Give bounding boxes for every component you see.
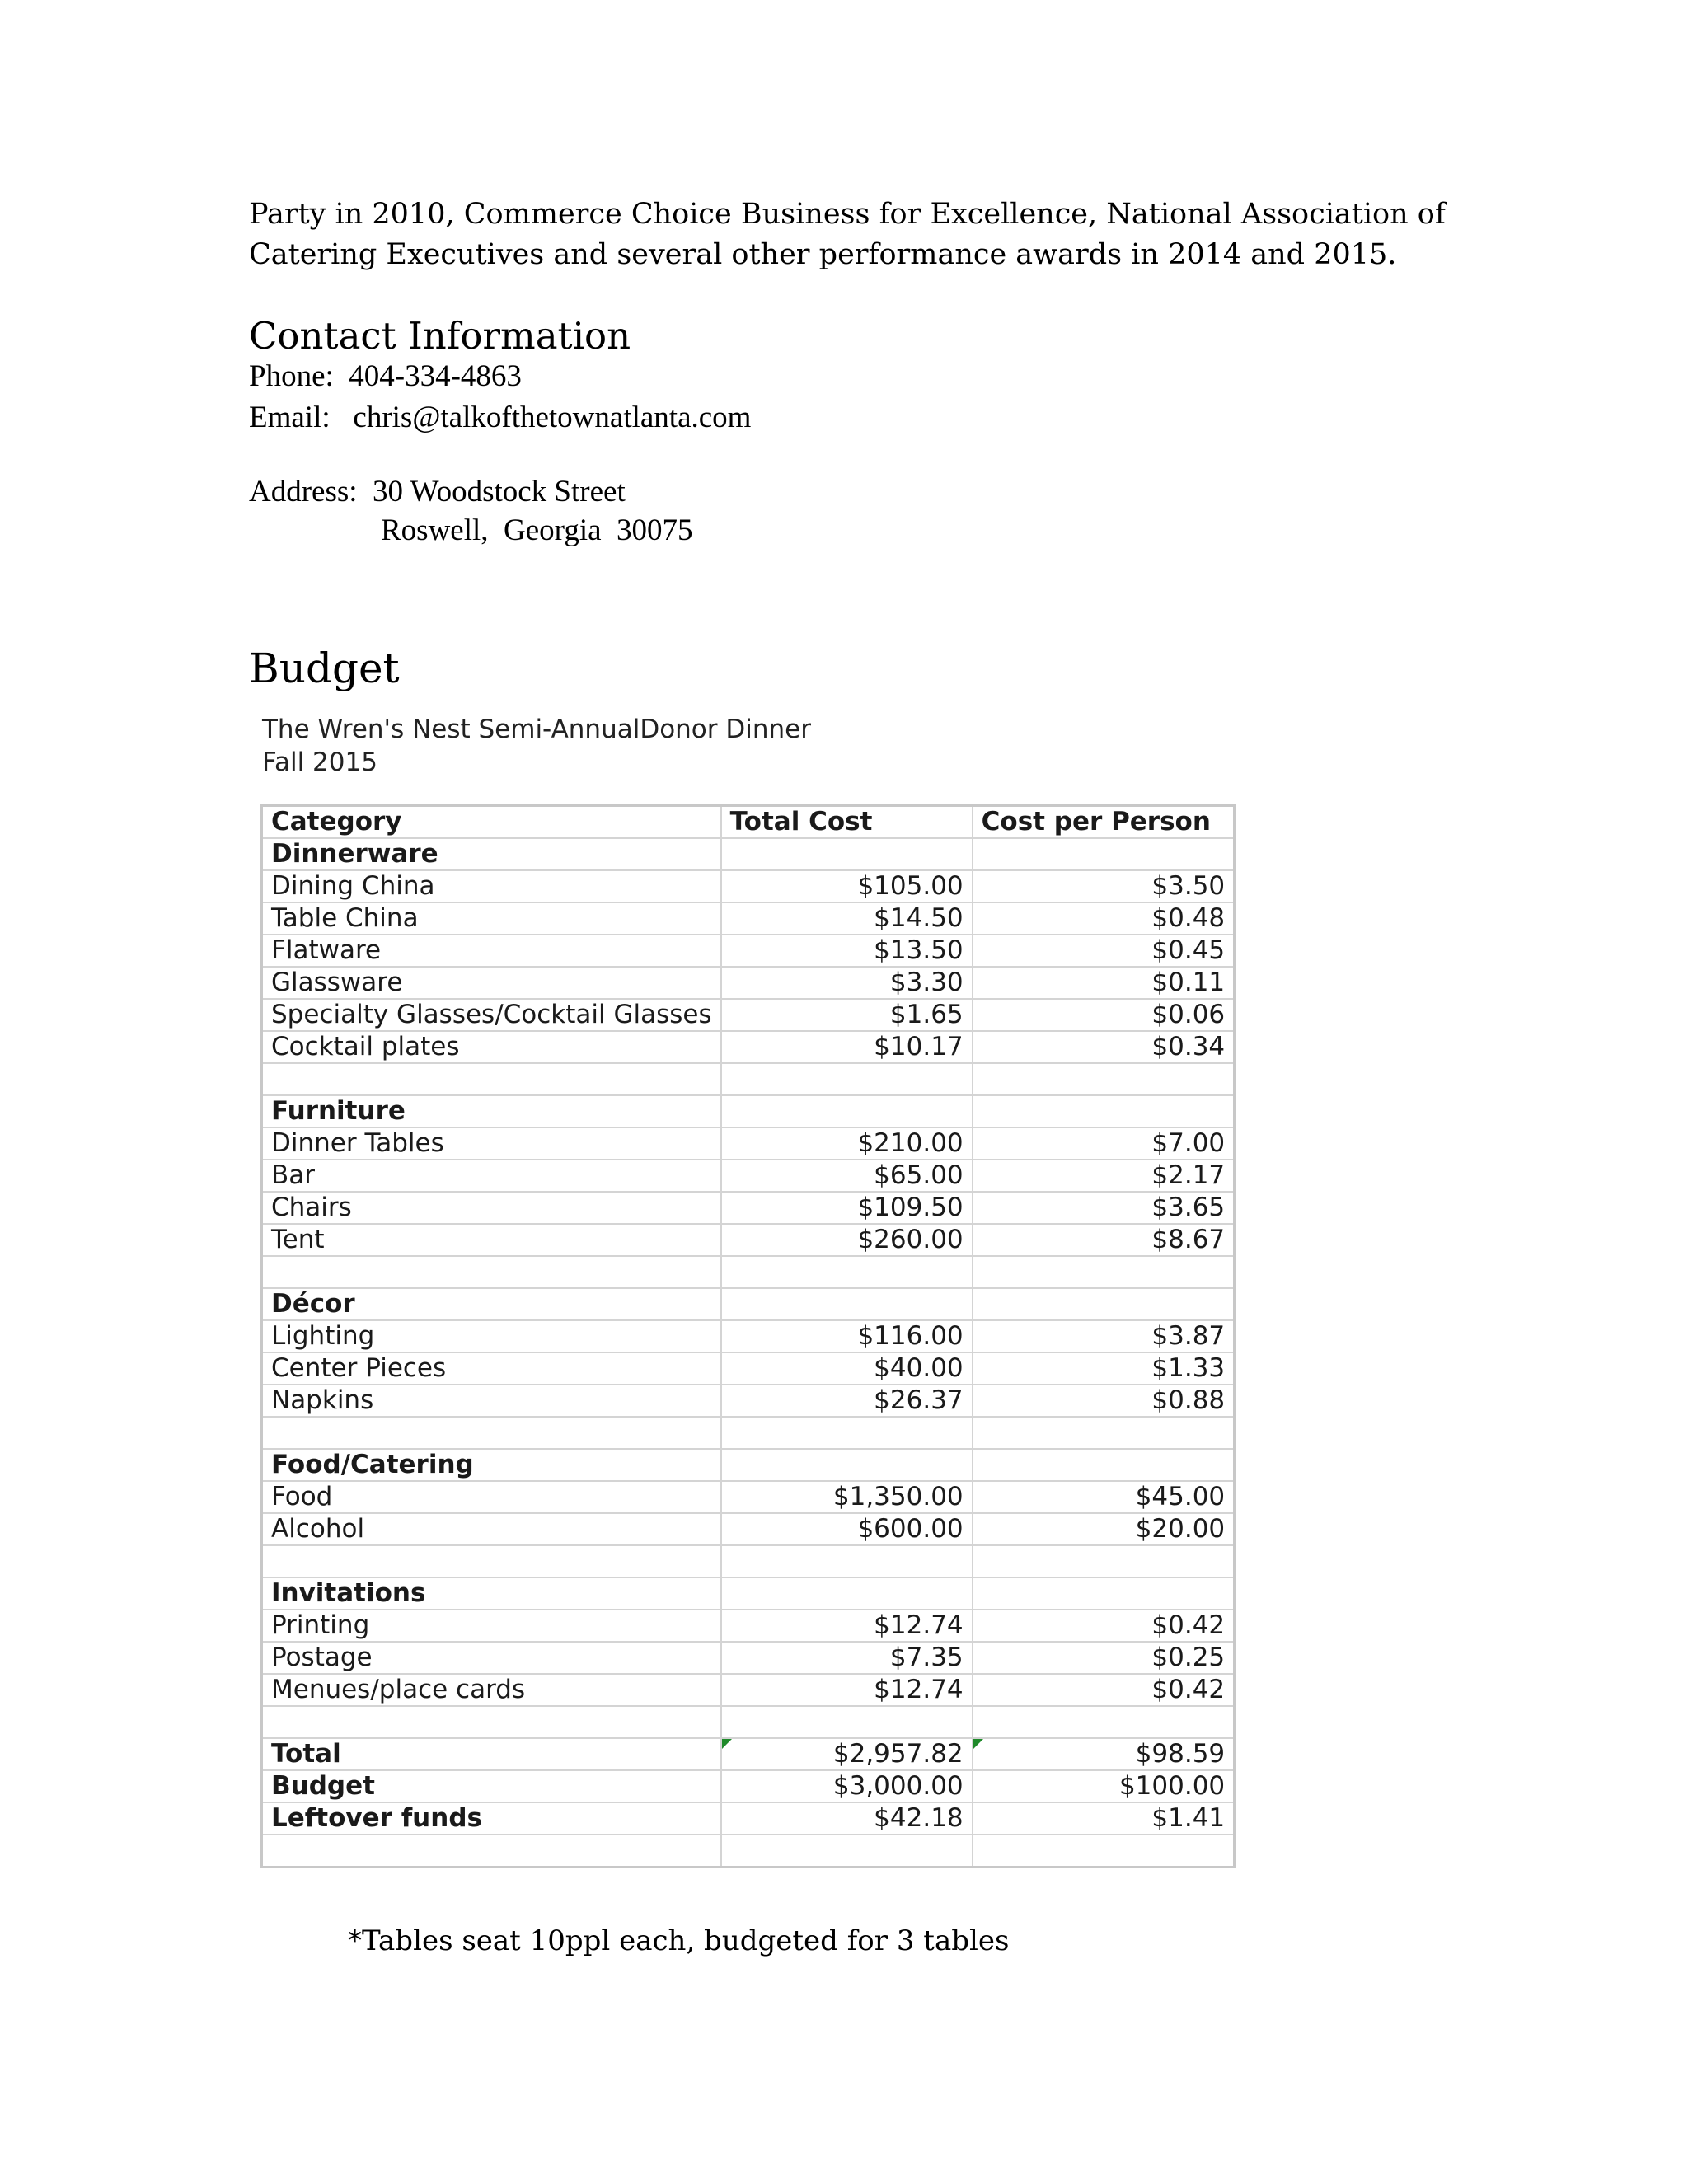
empty-cell	[262, 1063, 721, 1095]
empty-cell	[973, 1095, 1235, 1127]
item-name: Dining China	[262, 870, 721, 902]
empty-cell	[262, 1256, 721, 1288]
spacer-row	[262, 1256, 1235, 1288]
empty-cell	[721, 1835, 973, 1868]
budget-table-subtitle: Fall 2015	[262, 748, 377, 777]
table-row	[262, 1224, 1235, 1256]
empty-cell	[973, 1063, 1235, 1095]
header-cost-per-person: Cost per Person	[973, 806, 1235, 839]
item-total-cost: $3.30	[721, 967, 973, 999]
item-cost-per-person: $0.88	[973, 1385, 1235, 1417]
empty-cell	[721, 1063, 973, 1095]
contact-heading: Contact Information	[249, 314, 631, 358]
item-name: Dinner Tables	[262, 1127, 721, 1160]
section-header-row	[262, 1095, 1235, 1127]
spacer-row	[262, 1706, 1235, 1738]
table-row	[262, 1674, 1235, 1706]
item-cost-per-person: $8.67	[973, 1224, 1235, 1256]
item-name: Bar	[262, 1160, 721, 1192]
item-total-cost: $109.50	[721, 1192, 973, 1224]
item-total-cost: $26.37	[721, 1385, 973, 1417]
item-name: Tent	[262, 1224, 721, 1256]
summary-label: Budget	[262, 1770, 721, 1802]
item-cost-per-person: $0.42	[973, 1610, 1235, 1642]
summary-row	[262, 1802, 1235, 1835]
section-header-row	[262, 1577, 1235, 1610]
spacer-row	[262, 1545, 1235, 1577]
intro-line-2: Catering Executives and several other performance awards in 2014 and 2015.	[249, 238, 1397, 271]
item-cost-per-person: $0.42	[973, 1674, 1235, 1706]
summary-cost-per-person: $100.00	[973, 1770, 1235, 1802]
empty-cell	[721, 838, 973, 870]
empty-cell	[973, 1835, 1235, 1868]
table-row	[262, 1481, 1235, 1513]
empty-cell	[973, 1288, 1235, 1320]
contact-phone: Phone: 404-334-4863	[249, 359, 522, 393]
empty-cell	[721, 1288, 973, 1320]
empty-cell	[721, 1095, 973, 1127]
empty-cell	[973, 1256, 1235, 1288]
empty-cell	[973, 1449, 1235, 1481]
table-row	[262, 870, 1235, 902]
budget-heading: Budget	[249, 644, 400, 692]
item-total-cost: $40.00	[721, 1352, 973, 1385]
empty-cell	[262, 1545, 721, 1577]
empty-cell	[721, 1449, 973, 1481]
empty-cell	[973, 1545, 1235, 1577]
item-total-cost: $105.00	[721, 870, 973, 902]
empty-cell	[973, 838, 1235, 870]
item-name: Specialty Glasses/Cocktail Glasses	[262, 999, 721, 1031]
summary-label: Total	[262, 1738, 721, 1770]
summary-cost-per-person: $98.59	[973, 1738, 1235, 1770]
summary-total-cost: $42.18	[721, 1802, 973, 1835]
contact-address-line-1: Address: 30 Woodstock Street	[249, 475, 626, 509]
intro-paragraph	[249, 194, 1485, 275]
section-header-row	[262, 1288, 1235, 1320]
item-cost-per-person: $20.00	[973, 1513, 1235, 1545]
item-cost-per-person: $3.50	[973, 870, 1235, 902]
item-cost-per-person: $1.33	[973, 1352, 1235, 1385]
table-row	[262, 1127, 1235, 1160]
summary-total-cost: $3,000.00	[721, 1770, 973, 1802]
item-cost-per-person: $2.17	[973, 1160, 1235, 1192]
table-row	[262, 1192, 1235, 1224]
header-total-cost: Total Cost	[721, 806, 973, 839]
table-row	[262, 967, 1235, 999]
item-name: Glassware	[262, 967, 721, 999]
summary-label: Leftover funds	[262, 1802, 721, 1835]
item-total-cost: $210.00	[721, 1127, 973, 1160]
empty-cell	[262, 1706, 721, 1738]
spacer-row	[262, 1417, 1235, 1449]
empty-cell	[262, 1835, 721, 1868]
table-row	[262, 1513, 1235, 1545]
section-header-row	[262, 838, 1235, 870]
item-total-cost: $13.50	[721, 935, 973, 967]
table-row	[262, 1352, 1235, 1385]
empty-cell	[721, 1706, 973, 1738]
item-cost-per-person: $7.00	[973, 1127, 1235, 1160]
table-row	[262, 1160, 1235, 1192]
item-name: Alcohol	[262, 1513, 721, 1545]
empty-cell	[973, 1577, 1235, 1610]
section-label: Dinnerware	[262, 838, 721, 870]
empty-cell	[973, 1417, 1235, 1449]
summary-cost-per-person: $1.41	[973, 1802, 1235, 1835]
contact-email: Email: chris@talkofthetownatlanta.com	[249, 401, 752, 434]
budget-table-body	[262, 806, 1235, 1868]
empty-cell	[721, 1577, 973, 1610]
item-name: Food	[262, 1481, 721, 1513]
item-total-cost: $12.74	[721, 1610, 973, 1642]
table-row	[262, 902, 1235, 935]
item-total-cost: $1.65	[721, 999, 973, 1031]
item-cost-per-person: $3.65	[973, 1192, 1235, 1224]
item-total-cost: $10.17	[721, 1031, 973, 1063]
empty-cell	[721, 1256, 973, 1288]
empty-cell	[262, 1417, 721, 1449]
item-cost-per-person: $0.25	[973, 1642, 1235, 1674]
item-name: Napkins	[262, 1385, 721, 1417]
item-cost-per-person: $3.87	[973, 1320, 1235, 1352]
item-cost-per-person: $0.45	[973, 935, 1235, 967]
table-header-row	[262, 806, 1235, 839]
empty-cell	[721, 1545, 973, 1577]
budget-table-title: The Wren's Nest Semi-AnnualDonor Dinner	[262, 715, 811, 744]
item-total-cost: $7.35	[721, 1642, 973, 1674]
section-label: Furniture	[262, 1095, 721, 1127]
table-row	[262, 1031, 1235, 1063]
table-row	[262, 1610, 1235, 1642]
summary-total-cost: $2,957.82	[721, 1738, 973, 1770]
item-cost-per-person: $0.48	[973, 902, 1235, 935]
item-total-cost: $65.00	[721, 1160, 973, 1192]
table-row	[262, 1385, 1235, 1417]
item-name: Lighting	[262, 1320, 721, 1352]
item-name: Center Pieces	[262, 1352, 721, 1385]
section-label: Invitations	[262, 1577, 721, 1610]
budget-table	[260, 804, 1236, 1868]
item-total-cost: $600.00	[721, 1513, 973, 1545]
intro-line-1: Party in 2010, Commerce Choice Business for Excellence, National Association of	[249, 198, 1446, 231]
empty-cell	[721, 1417, 973, 1449]
spacer-row	[262, 1835, 1235, 1868]
item-name: Printing	[262, 1610, 721, 1642]
item-name: Cocktail plates	[262, 1031, 721, 1063]
item-total-cost: $12.74	[721, 1674, 973, 1706]
item-name: Chairs	[262, 1192, 721, 1224]
item-name: Menues/place cards	[262, 1674, 721, 1706]
item-name: Postage	[262, 1642, 721, 1674]
spacer-row	[262, 1063, 1235, 1095]
section-header-row	[262, 1449, 1235, 1481]
header-category: Category	[262, 806, 721, 839]
section-label: Food/Catering	[262, 1449, 721, 1481]
summary-row	[262, 1738, 1235, 1770]
budget-footnote: *Tables seat 10ppl each, budgeted for 3 tables	[348, 1924, 1010, 1957]
table-row	[262, 999, 1235, 1031]
table-row	[262, 1320, 1235, 1352]
section-label: Décor	[262, 1288, 721, 1320]
item-name: Table China	[262, 902, 721, 935]
item-cost-per-person: $0.11	[973, 967, 1235, 999]
item-name: Flatware	[262, 935, 721, 967]
table-row	[262, 1642, 1235, 1674]
summary-row	[262, 1770, 1235, 1802]
item-total-cost: $1,350.00	[721, 1481, 973, 1513]
item-total-cost: $260.00	[721, 1224, 973, 1256]
item-total-cost: $14.50	[721, 902, 973, 935]
contact-address-line-2: Roswell, Georgia 30075	[381, 513, 693, 547]
table-row	[262, 935, 1235, 967]
empty-cell	[973, 1706, 1235, 1738]
item-cost-per-person: $0.34	[973, 1031, 1235, 1063]
item-cost-per-person: $0.06	[973, 999, 1235, 1031]
item-cost-per-person: $45.00	[973, 1481, 1235, 1513]
item-total-cost: $116.00	[721, 1320, 973, 1352]
